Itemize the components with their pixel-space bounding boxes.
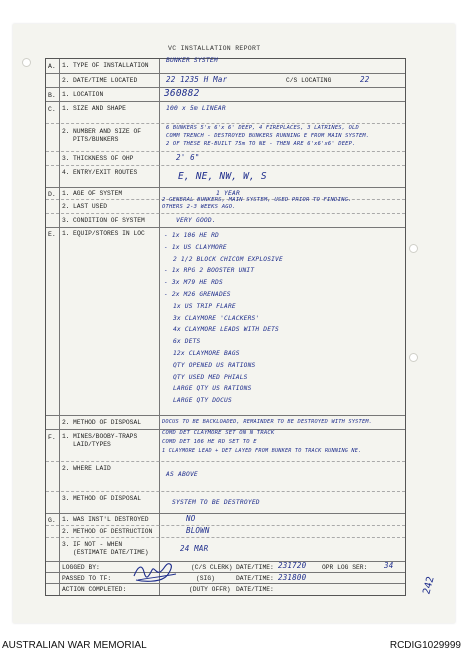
row-a1 <box>46 59 405 73</box>
field-label: LAST USED <box>73 203 108 210</box>
section-letter: D. <box>48 191 56 198</box>
field-label: C/S LOCATING <box>286 77 332 84</box>
field-label: NUMBER AND SIZE OF <box>73 128 142 135</box>
row-b1 <box>46 87 405 102</box>
field-label: PITS/BUNKERS <box>73 136 119 143</box>
field-label: DATE/TIME: <box>236 564 274 571</box>
field-number: 3. <box>62 541 70 548</box>
field-value-thickness: 2' 6" <box>176 153 200 162</box>
field-number: 2. <box>62 203 70 210</box>
field-value-callsign: 22 <box>360 75 370 84</box>
field-label: MINES/BOOBY-TRAPS <box>73 433 138 440</box>
field-label: (ESTIMATE DATE/TIME) <box>73 549 149 556</box>
section-letter: C. <box>48 106 56 113</box>
field-number: 1. <box>62 105 70 112</box>
field-value-routes: E, NE, NW, W, S <box>178 171 267 182</box>
equipment-item: LARGE QTY DOCUS <box>173 397 232 405</box>
field-label: TYPE OF INSTALLATION <box>73 62 149 69</box>
section-letter: B. <box>48 92 56 99</box>
field-label: PASSED TO TF: <box>62 575 112 582</box>
field-label: LOGGED BY: <box>62 564 100 571</box>
field-label: THICKNESS OF OHP <box>73 155 134 162</box>
field-number: 2. <box>62 419 70 426</box>
row-f1 <box>46 429 405 462</box>
archive-source: AUSTRALIAN WAR MEMORIAL <box>2 640 147 651</box>
field-value-logged-time: 231720 <box>278 561 307 570</box>
field-label: LAID/TYPES <box>73 441 111 448</box>
equipment-item: LARGE QTY US RATIONS <box>173 385 252 393</box>
equipment-item: QTY USED MED PHIALS <box>173 373 248 381</box>
field-value-bunkers: 6 BUNKERS 5'x 6'x 6' DEEP, 4 FIREPLACES, 3 LATRINES, OLD <box>166 125 359 131</box>
field-number: 3. <box>62 495 70 502</box>
field-value-passed-time: 231800 <box>278 573 307 582</box>
field-value-where: AS ABOVE <box>166 471 198 478</box>
field-label: WHERE LAID <box>73 465 111 472</box>
row-c2 <box>46 123 405 152</box>
field-label: EQUIP/STORES IN LOC <box>73 230 145 237</box>
field-value-destroyed: NO <box>186 514 196 523</box>
equipment-item: - 2x M26 GRENADES <box>164 291 231 298</box>
field-number: 2. <box>62 128 70 135</box>
equipment-item: - 1x US CLAYMORE <box>164 243 227 251</box>
row-f3 <box>46 491 405 514</box>
field-label: METHOD OF DESTRUCTION <box>73 528 153 535</box>
field-label: ENTRY/EXIT ROUTES <box>73 169 138 176</box>
form-title: VC INSTALLATION REPORT <box>168 45 261 52</box>
row-c4 <box>46 165 405 188</box>
field-label: DATE/TIME: <box>236 586 274 593</box>
field-value-last-used: OTHERS 2-3 WEEKS AGO. <box>162 204 236 210</box>
row-d3 <box>46 213 405 228</box>
field-number: 4. <box>62 169 70 176</box>
equipment-item: 12x CLAYMORE BAGS <box>173 350 240 357</box>
equipment-item: QTY OPENED US RATIONS <box>173 361 256 369</box>
punch-hole <box>22 58 31 67</box>
field-number: 2. <box>62 77 70 84</box>
field-value-location: 360882 <box>164 88 200 99</box>
equipment-item: - 1x 106 HE RD <box>164 232 219 239</box>
field-value-mines: COMD DET 106 HE RD SET TO E <box>162 439 257 445</box>
row-a2 <box>46 73 405 88</box>
field-number: 3. <box>62 217 70 224</box>
field-number: 1. <box>62 62 70 69</box>
field-value-bunkers: COMM TRENCH - DESTROYED BUNKERS RUNNING E FROM MAIN SYSTEM. <box>166 133 370 139</box>
field-label: METHOD OF DISPOSAL <box>73 419 142 426</box>
equipment-item: - 1x RPG 2 BOOSTER UNIT <box>164 267 255 275</box>
field-label: WAS INST'L DESTROYED <box>73 516 149 523</box>
field-value-type: BUNKER SYSTEM <box>166 57 218 64</box>
field-value-age: 1 YEAR <box>216 190 240 197</box>
row-e2 <box>46 415 405 430</box>
equipment-item: 3x CLAYMORE 'CLACKERS' <box>173 314 260 322</box>
field-label: AGE OF SYSTEM <box>73 190 123 197</box>
equipment-item: 2 1/2 BLOCK CHICOM EXPLOSIVE <box>173 255 283 263</box>
field-value-disposal: DOCUS TO BE BACKLOADED, REMAINDER TO BE DESTROYED WITH SYSTEM. <box>162 419 373 425</box>
field-value-mines: 1 CLAYMORE LEAD + DET LAYED FROM BUNKER TO TRACK RUNNING NE. <box>162 448 362 454</box>
field-number: 1. <box>62 433 70 440</box>
field-value-destroy-when: 24 MAR <box>180 544 209 553</box>
field-label: CONDITION OF SYSTEM <box>73 217 145 224</box>
punch-hole <box>409 244 418 253</box>
field-value-mines: COMD DET CLAYMORE SET ON N TRACK <box>162 430 275 436</box>
field-value-date: 22 1235 H Mar <box>166 75 228 84</box>
field-value-log-serial: 34 <box>384 561 394 570</box>
field-label: SIZE AND SHAPE <box>73 105 126 112</box>
section-letter: G. <box>48 517 56 524</box>
row-c1 <box>46 101 405 124</box>
row-f2 <box>46 461 405 492</box>
field-number: 2. <box>62 528 70 535</box>
field-label: (SIG) <box>196 575 215 582</box>
field-number: 1. <box>62 230 70 237</box>
field-number: 3. <box>62 155 70 162</box>
equipment-item: 4x CLAYMORE LEADS WITH DETS <box>173 326 279 334</box>
field-label: IF NOT - WHEN <box>73 541 123 548</box>
field-value-destruction-method: BLOWN <box>186 526 210 535</box>
field-number: 1. <box>62 516 70 523</box>
archive-id: RCDIG1029999 <box>389 640 461 651</box>
field-label: OPR LOG SER: <box>322 564 368 571</box>
section-letter: E. <box>48 231 56 238</box>
section-letter: A. <box>48 63 56 70</box>
row-g3 <box>46 537 405 562</box>
equipment-item: - 3x M79 HE RDS <box>164 279 223 287</box>
field-label: METHOD OF DISPOSAL <box>73 495 142 502</box>
field-value-disposal-mines: SYSTEM TO BE DESTROYED <box>172 499 260 506</box>
equipment-item: 6x DETS <box>173 338 201 346</box>
field-label: LOCATION <box>73 91 104 98</box>
row-c3 <box>46 151 405 166</box>
field-value-last-used: 2 GENERAL BUNKERS, MAIN SYSTEM, USED PRIOR TO FINDING. <box>162 197 352 203</box>
field-value-size: 100 x 5m LINEAR <box>166 105 226 112</box>
section-letter: F. <box>48 434 56 441</box>
equipment-item: 1x US TRIP FLARE <box>173 302 236 310</box>
field-label: DATE/TIME: <box>236 575 274 582</box>
field-label: (DUTY OFFR) <box>189 586 231 593</box>
field-label: ACTION COMPLETED: <box>62 586 127 593</box>
field-value-condition: VERY GOOD. <box>176 217 216 224</box>
field-number: 2. <box>62 465 70 472</box>
field-value-bunkers: 2 OF THESE RE-BUILT 75m TO NE - THEN ARE 6'x6'x6' DEEP. <box>166 141 356 147</box>
row-action-completed <box>46 583 405 596</box>
row-e1 <box>46 227 405 416</box>
page-number: 242 <box>421 575 437 596</box>
field-number: 1. <box>62 190 70 197</box>
installation-report-form <box>45 58 406 596</box>
handwritten-signature <box>130 558 180 584</box>
field-label: (C/S CLERK) <box>191 564 233 571</box>
row-d2 <box>46 199 405 214</box>
punch-hole <box>409 353 418 362</box>
field-number: 1. <box>62 91 70 98</box>
field-label: DATE/TIME LOCATED <box>73 77 138 84</box>
